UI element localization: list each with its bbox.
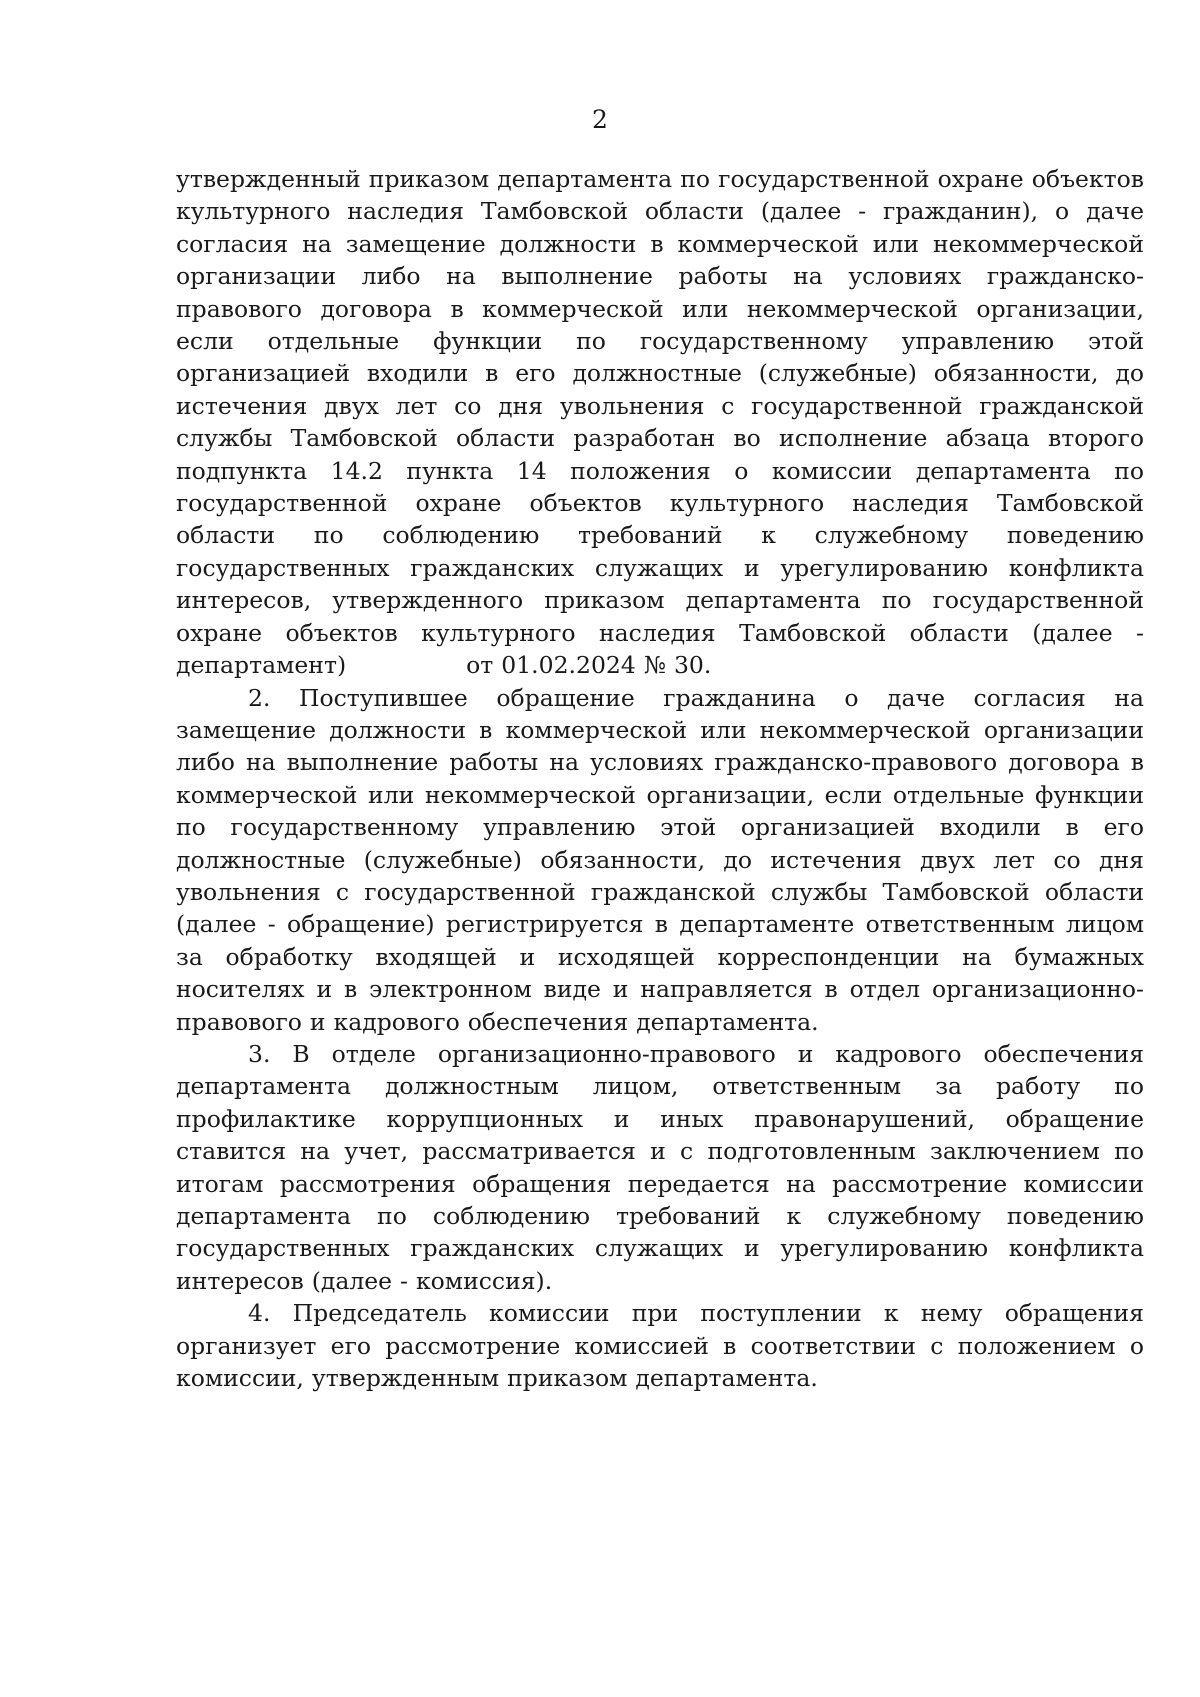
order-reference: от 01.02.2024 № 30. xyxy=(466,651,712,680)
document-body xyxy=(176,163,1144,1394)
paragraph-1 xyxy=(176,163,1144,682)
paragraph-2: 2. Поступившее обращение гражданина о даче согласия на замещение должности в коммерческой или некоммерческой организации либо на выполнение работы на условиях гражданско-правового договора в коммерческой или некоммерческой организации, если отдельные функции по государственному управлению этой организацией входили в его должностные (служебные) обязанности, до истечения двух лет со дня увольнения с государственной гражданской службы Тамбовской области (далее - обращение) регистрируется в департаменте ответственным лицом за обработку входящей и исходящей корреспонденции на бумажных носителях и в электронном виде и направляется в отдел организационно-правового и кадрового обеспечения департамента. xyxy=(176,683,1144,1036)
paragraph-3: 3. В отделе организационно-правового и кадрового обеспечения департамента должностным лицом, ответственным за работу по профилактике коррупционных и иных правонарушений, обращение ставится на учет, рассматривается и с подготовленным заключением по итогам рассмотрения обращения передается на рассмотрение комиссии департамента по соблюдению требований к служебному поведению государственных гражданских служащих и урегулированию конфликта интересов (далее - комиссия). xyxy=(176,1039,1144,1295)
paragraph-1-text: утвержденный приказом департамента по государственной охране объектов культурного наследия Тамбовской области (далее - гражданин), о даче согласия на замещение должности в коммерческой или некоммерческой организации либо на выполнение работы на условиях гражданско-правового договора в коммерческой или некоммерческой организации, если отдельные функции по государственному управлению этой организацией входили в его должностные (служебные) обязанности, до истечения двух лет со дня увольнения с государственной гражданской службы Тамбовской области разработан во исполнение абзаца второго подпункта 14.2 пункта 14 положения о комиссии департамента по государственной охране объектов культурного наследия Тамбовской области по соблюдению требований к служебному поведению государственных гражданских служащих и урегулированию конфликта интересов, утвержденного приказом департамента по государственной охране объектов культурного наследия Тамбовской области (далее - департамент) xyxy=(176,165,1144,680)
page-number: 2 xyxy=(592,105,608,134)
paragraph-4: 4. Председатель комиссии при поступлении к нему обращения организует его рассмотрение комиссией в соответствии с положением о комиссии, утвержденным приказом департамента. xyxy=(176,1299,1144,1393)
